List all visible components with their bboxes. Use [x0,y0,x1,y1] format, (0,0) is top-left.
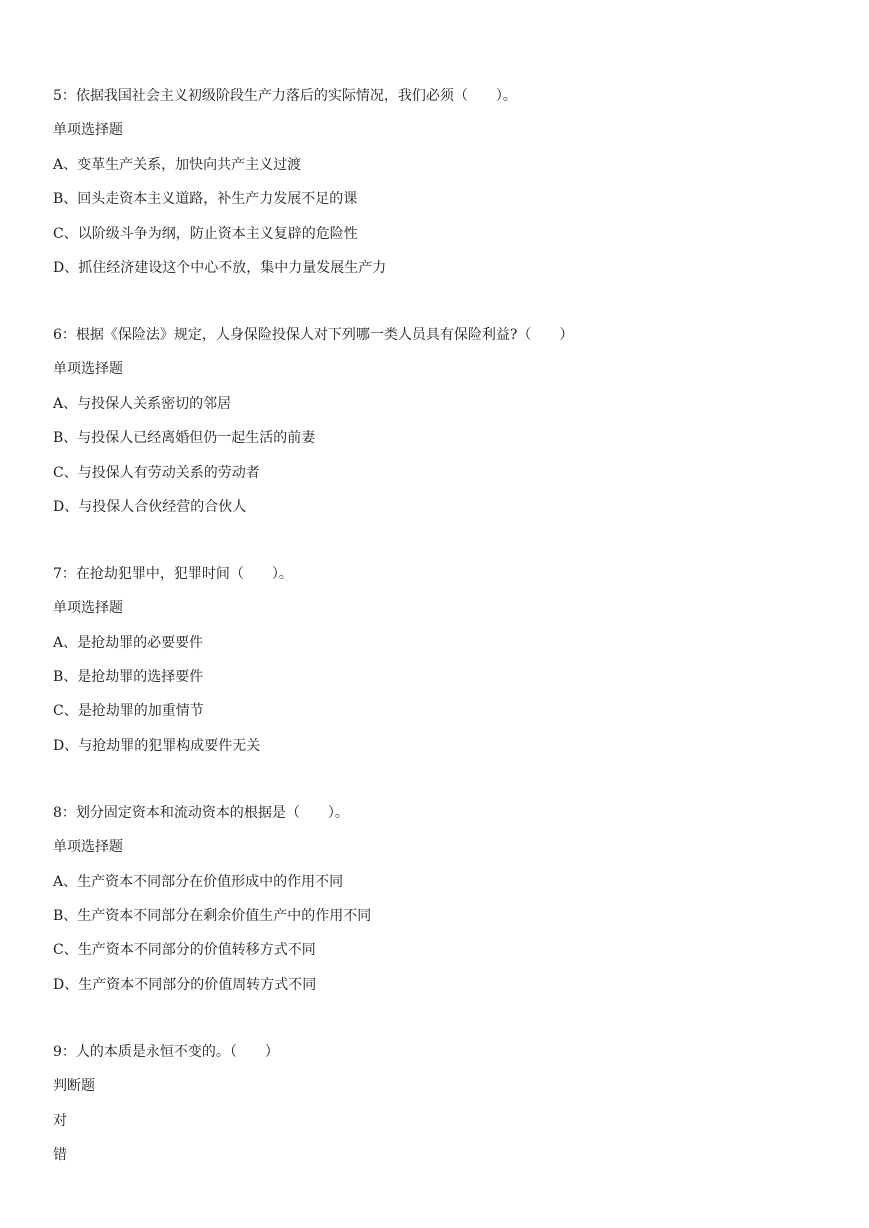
option-a: A、变革生产关系，加快向共产主义过渡 [53,156,302,173]
question-type: 单项选择题 [53,122,123,139]
option-d: D、生产资本不同部分的价值周转方式不同 [53,976,317,993]
question-stem: 8：划分固定资本和流动资本的根据是（ ）。 [53,804,349,821]
option-a: A、是抢劫罪的必要要件 [53,634,204,651]
question-type: 单项选择题 [53,600,123,617]
question-type: 判断题 [53,1078,95,1095]
question-8 [53,803,843,995]
option-b: B、生产资本不同部分在剩余价值生产中的作用不同 [53,908,372,925]
question-stem: 5：依据我国社会主义初级阶段生产力落后的实际情况，我们必须（ ）。 [53,88,517,104]
option-false: 错 [53,1146,67,1163]
question-stem: 9：人的本质是永恒不变的。（ ） [53,1043,279,1060]
option-c: C、与投保人有劳动关系的劳动者 [53,464,260,481]
option-d: D、与抢劫罪的犯罪构成要件无关 [53,737,261,754]
question-type: 单项选择题 [53,361,123,378]
option-a: A、生产资本不同部分在价值形成中的作用不同 [53,873,344,890]
question-9 [53,1042,843,1165]
option-c: C、生产资本不同部分的价值转移方式不同 [53,942,316,959]
option-d: D、与投保人合伙经营的合伙人 [53,498,247,515]
question-stem: 7：在抢劫犯罪中，犯罪时间（ ）。 [53,565,293,582]
option-d: D、抓住经济建设这个中心不放，集中力量发展生产力 [53,259,387,276]
option-true: 对 [53,1112,67,1129]
exam-page [53,86,843,1165]
option-c: C、是抢劫罪的加重情节 [53,703,204,720]
option-c: C、以阶级斗争为纲，防止资本主义复辟的危险性 [53,225,358,242]
question-type: 单项选择题 [53,839,123,856]
option-b: B、回头走资本主义道路，补生产力发展不足的课 [53,191,358,208]
question-7 [53,564,843,756]
question-5 [53,86,843,278]
option-b: B、与投保人已经离婚但仍一起生活的前妻 [53,430,316,447]
question-6 [53,325,843,517]
question-stem: 6：根据《保险法》规定，人身保险投保人对下列哪一类人员具有保险利益?（ ） [53,326,574,343]
option-a: A、与投保人关系密切的邻居 [53,395,232,412]
option-b: B、是抢劫罪的选择要件 [53,669,204,686]
